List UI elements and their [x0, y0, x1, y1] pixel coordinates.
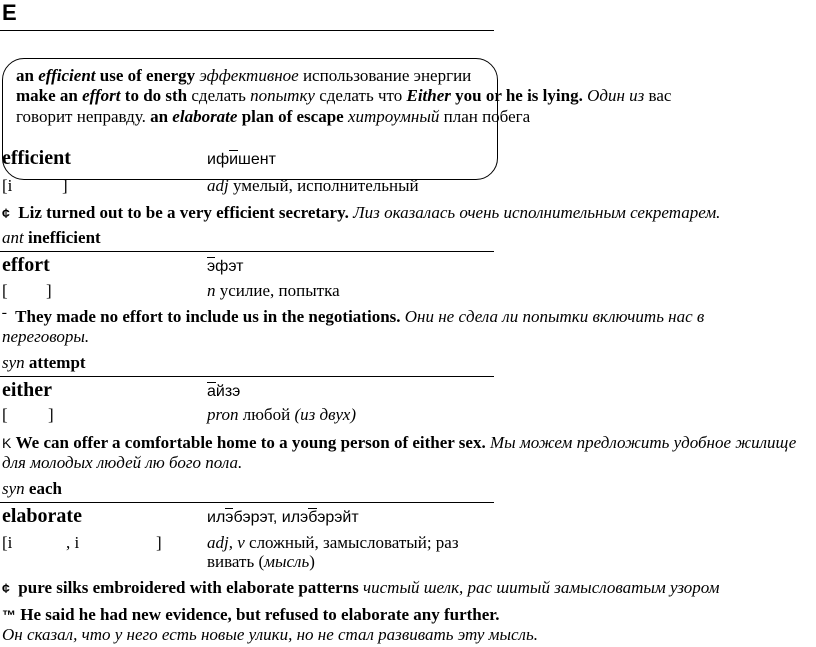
entry-divider	[0, 251, 494, 252]
transliteration-efficient: ифишент	[207, 151, 276, 168]
example-effort: ˉ They made no effort to include us in the negotiations. Они не сдела ли попытки включить нас в	[2, 307, 705, 326]
ipa-open-elaborate: [i	[2, 533, 13, 552]
meaning-elaborate: adj, v сложный, замысловатый; раз	[207, 533, 459, 552]
ipa-open-effort: [	[2, 281, 8, 300]
example-elaborate-2-ru: Он сказал, что у него есть новые улики, но не стал развивать эту мысль.	[2, 625, 538, 644]
box-line-2: make an effort to do sth сделать попытку сделать что Either you or he is lying. Один из вас	[16, 86, 672, 105]
ipa-close-effort: ]	[46, 281, 52, 300]
synonym-effort: syn attempt	[2, 353, 86, 372]
example-either: K We can offer a comfortable home to a young person of either sex. Мы можем предложить удобное жилище	[2, 433, 797, 452]
box-line-3: говорит неправду. an elaborate plan of escape хитроумный план побега	[16, 107, 531, 126]
example-bullet-icon: ¢	[2, 580, 10, 596]
meaning-either: pron любой (из двух)	[207, 405, 356, 424]
example-bullet-icon: K	[2, 435, 12, 451]
transliteration-elaborate: илэбэрэт, илэбэрэйт	[207, 509, 359, 526]
example-bullet-icon: ¢	[2, 205, 10, 221]
example-elaborate-2: ™ He said he had new evidence, but refused to elaborate any further.	[2, 605, 500, 624]
example-effort-cont: переговоры.	[2, 327, 90, 346]
example-elaborate-1: ¢ pure silks embroidered with elaborate patterns чистый шелк, рас шитый замысловатым узором	[2, 578, 720, 597]
meaning-effort: n усилие, попытка	[207, 281, 340, 300]
ipa-mid-elaborate: , i	[66, 533, 80, 552]
ipa-close-elaborate: ]	[156, 533, 162, 552]
entry-divider	[0, 502, 494, 503]
synonym-either: syn each	[2, 479, 62, 498]
meaning-elaborate-cont: вивать (мысль)	[207, 552, 315, 571]
transliteration-effort: эфэт	[207, 258, 244, 275]
entry-divider	[0, 376, 494, 377]
ipa-close-either: ]	[48, 405, 54, 424]
section-letter: E	[2, 0, 17, 25]
example-bullet-icon: ˉ	[2, 309, 7, 325]
headword-either: either	[2, 379, 52, 401]
antonym-efficient: ant inefficient	[2, 228, 101, 247]
ipa-open-efficient: [i	[2, 176, 13, 195]
example-efficient: ¢ Liz turned out to be a very efficient secretary. Лиз оказалась очень исполнительным секретарем.	[2, 203, 721, 222]
headword-efficient: efficient	[2, 147, 71, 169]
top-divider	[0, 30, 494, 31]
ipa-close-efficient: ]	[62, 176, 68, 195]
example-either-cont: для молодых людей лю бого пола.	[2, 453, 243, 472]
box-line-1: an efficient use of energy эффективное использование энергии	[16, 66, 472, 85]
headword-effort: effort	[2, 254, 50, 276]
ipa-open-either: [	[2, 405, 8, 424]
meaning-efficient: adj умелый, исполнительный	[207, 176, 419, 195]
transliteration-either: айзэ	[207, 383, 241, 400]
example-bullet-icon: ™	[2, 607, 16, 623]
headword-elaborate: elaborate	[2, 505, 82, 527]
